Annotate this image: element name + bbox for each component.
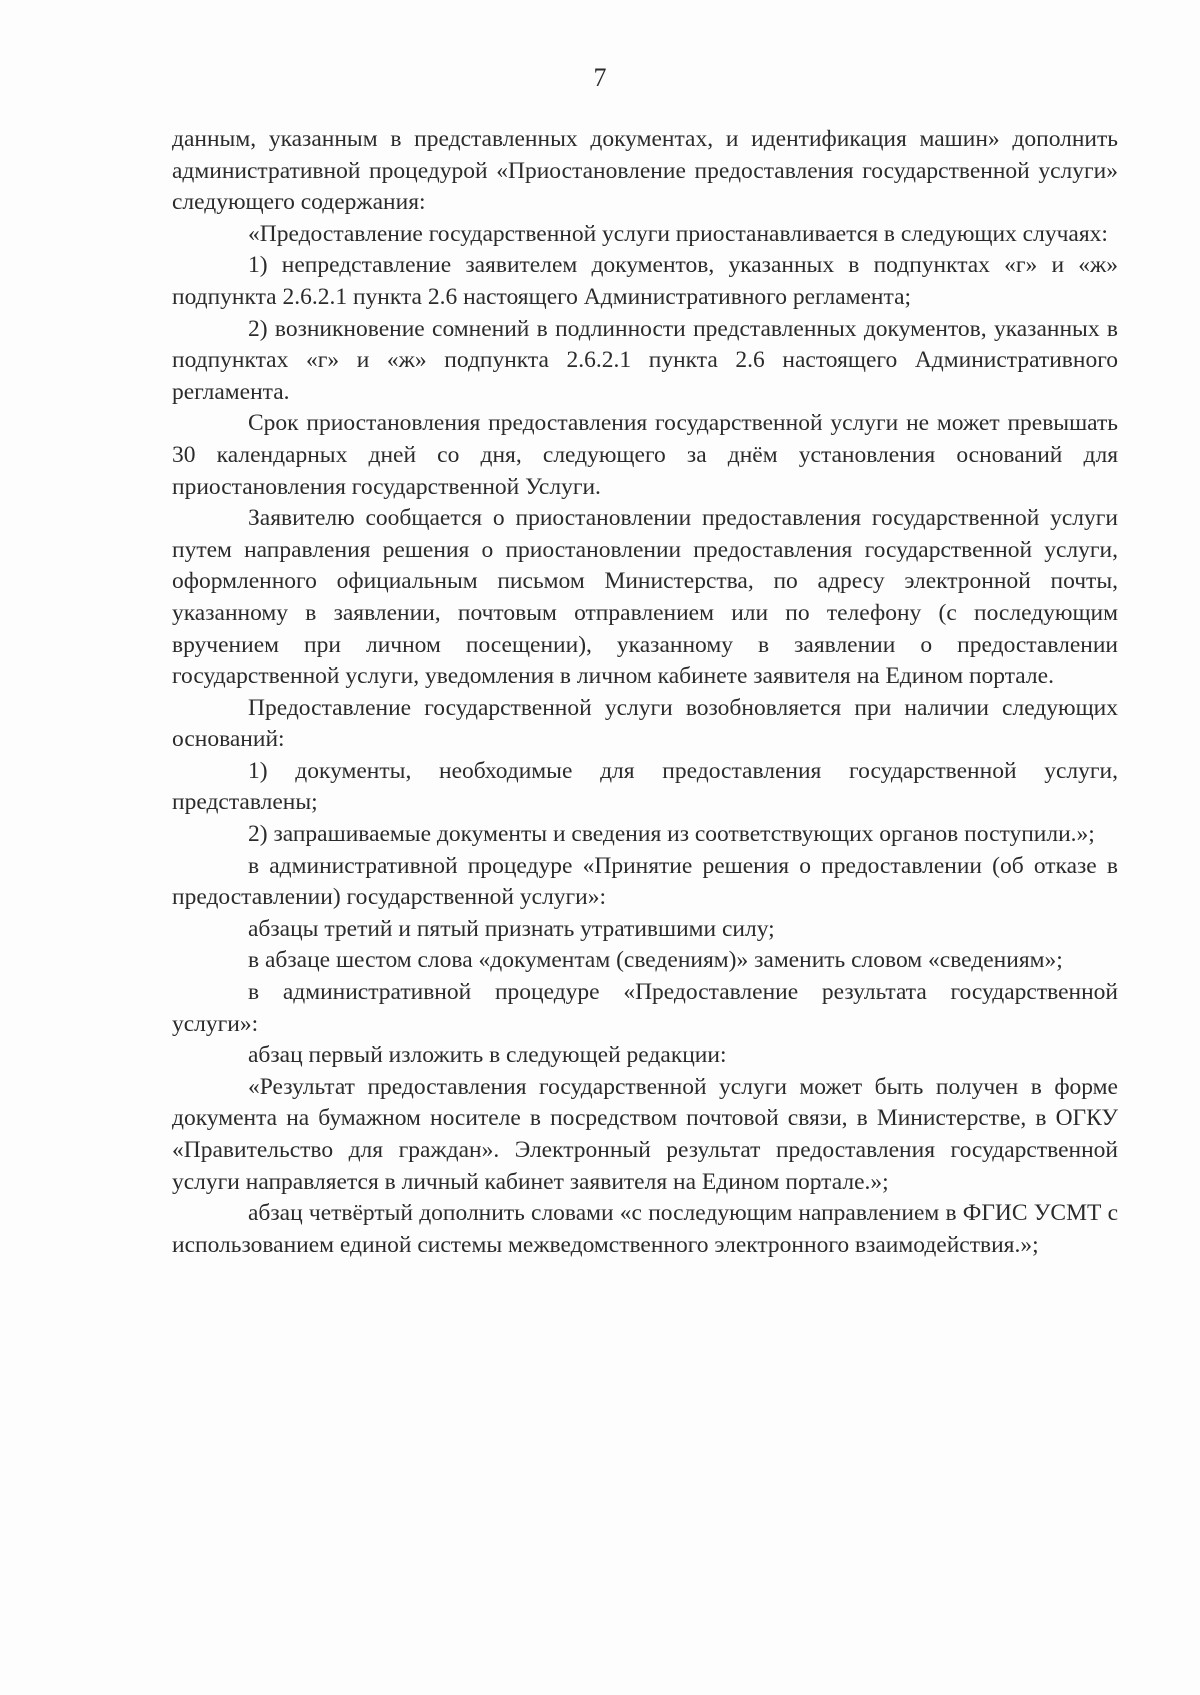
- paragraph-notification: Заявителю сообщается о приостановлении предоставления государственной услуги путем направления решения о приостановлении предоставления государственной услуги, оформленного официальным письмом Министерства, по адресу электронной почты, указанному в заявлении, почтовым отправлением или по телефону (с последующим вручением при личном посещении), указанному в заявлении о предоставлении государственной услуги, уведомления в личном кабинете заявителя на Едином портале.: [172, 505, 1118, 690]
- paragraph-suspension-intro: «Предоставление государственной услуги приостанавливается в следующих случаях:: [248, 220, 1108, 247]
- paragraph-resumption: Предоставление государственной услуги возобновляется при наличии следующих оснований:: [172, 694, 1118, 753]
- paragraph-result-text: «Результат предоставления государственной услуги может быть получен в форме документа на бумажном носителе в посредством почтовой связи, в Министерстве, в ОГКУ «Правительство для граждан». Электронный результат предоставления государственной услуги направляется в личный кабинет заявителя на Едином портале.»;: [172, 1073, 1118, 1195]
- paragraph-result-procedure: в административной процедуре «Предоставление результата государственной услуги»:: [172, 979, 1118, 1037]
- paragraph-void-clauses: абзацы третий и пятый признать утратившими силу;: [248, 915, 775, 942]
- paragraph-suspension-term: Срок приостановления предоставления государственной услуги не может превышать 30 календарных дней со дня, следующего за днём установления оснований для приостановления государственной Услуги.: [172, 410, 1118, 500]
- paragraph-new-wording: абзац первый изложить в следующей редакции:: [248, 1042, 727, 1069]
- paragraph-fourth-addition: абзац четвёртый дополнить словами «с последующим направлением в ФГИС УСМТ с использованием единой системы межведомственного электронного взаимодействия.»;: [172, 1200, 1118, 1258]
- paragraph-resumption-1: 1) документы, необходимые для предоставления государственной услуги, представлены;: [172, 757, 1118, 816]
- paragraph-resumption-2: 2) запрашиваемые документы и сведения из соответствующих органов поступили.»;: [248, 821, 1095, 848]
- paragraph-continuation: данным, указанным в представленных документах, и идентификация машин» дополнить административной процедурой «Приостановление предоставления государственной услуги» следующего содержания:: [172, 126, 1118, 216]
- paragraph-decision-procedure: в административной процедуре «Принятие решения о предоставлении (об отказе в предоставлении) государственной услуги»:: [172, 852, 1118, 911]
- document-body: [172, 124, 1118, 1261]
- paragraph-replace-words: в абзаце шестом слова «документам (сведениям)» заменить словом «сведениям»;: [248, 947, 1063, 974]
- paragraph-case-1: 1) непредставление заявителем документов, указанных в подпунктах «г» и «ж» подпункта 2.6.2.1 пункта 2.6 настоящего Административного регламента;: [172, 252, 1118, 310]
- page-number: 7: [593, 63, 607, 92]
- paragraph-case-2: 2) возникновение сомнений в подлинности представленных документов, указанных в подпунктах «г» и «ж» подпункта 2.6.2.1 пункта 2.6 настоящего Административного регламента.: [172, 315, 1118, 405]
